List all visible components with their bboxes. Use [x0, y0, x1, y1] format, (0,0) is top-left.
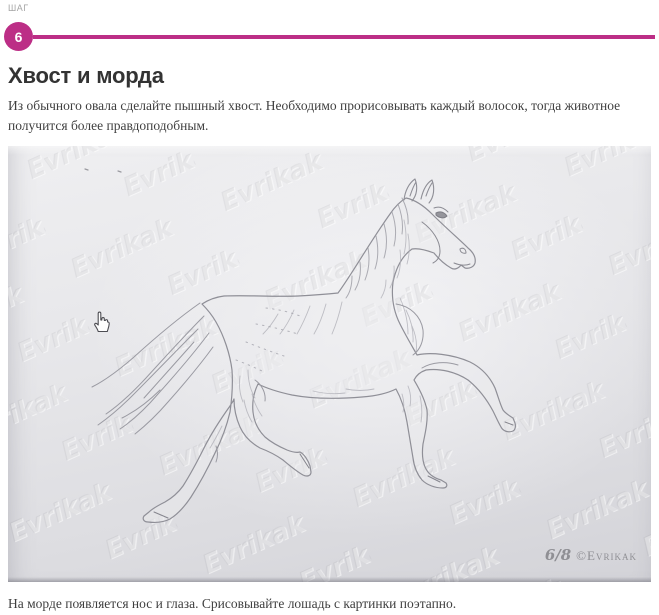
tutorial-step-page [0, 4, 659, 615]
step-number-badge [4, 22, 33, 51]
page-title: Хвост и морда [8, 63, 164, 88]
image-caption [545, 546, 637, 565]
step-progress [0, 22, 659, 51]
tutorial-image [8, 146, 651, 582]
step-progress-line [33, 35, 655, 39]
step-number: 6 [14, 28, 23, 45]
step-description: Из обычного овала сделайте пышный хвост. Необходимо прорисовывать каждый волосок, тогда животное получится более правдоподобным. [8, 98, 621, 133]
horse-sketch-drawing [8, 146, 651, 582]
step-label: ШАГ [8, 3, 29, 13]
step-footer-note: На морде появляется нос и глаза. Срисовывайте лошадь с картинки поэтапно. [8, 596, 457, 611]
hand-cursor-icon [92, 309, 112, 333]
copyright-attribution: ©Evrikak [576, 548, 637, 563]
page-indicator: 6/8 [544, 546, 572, 564]
